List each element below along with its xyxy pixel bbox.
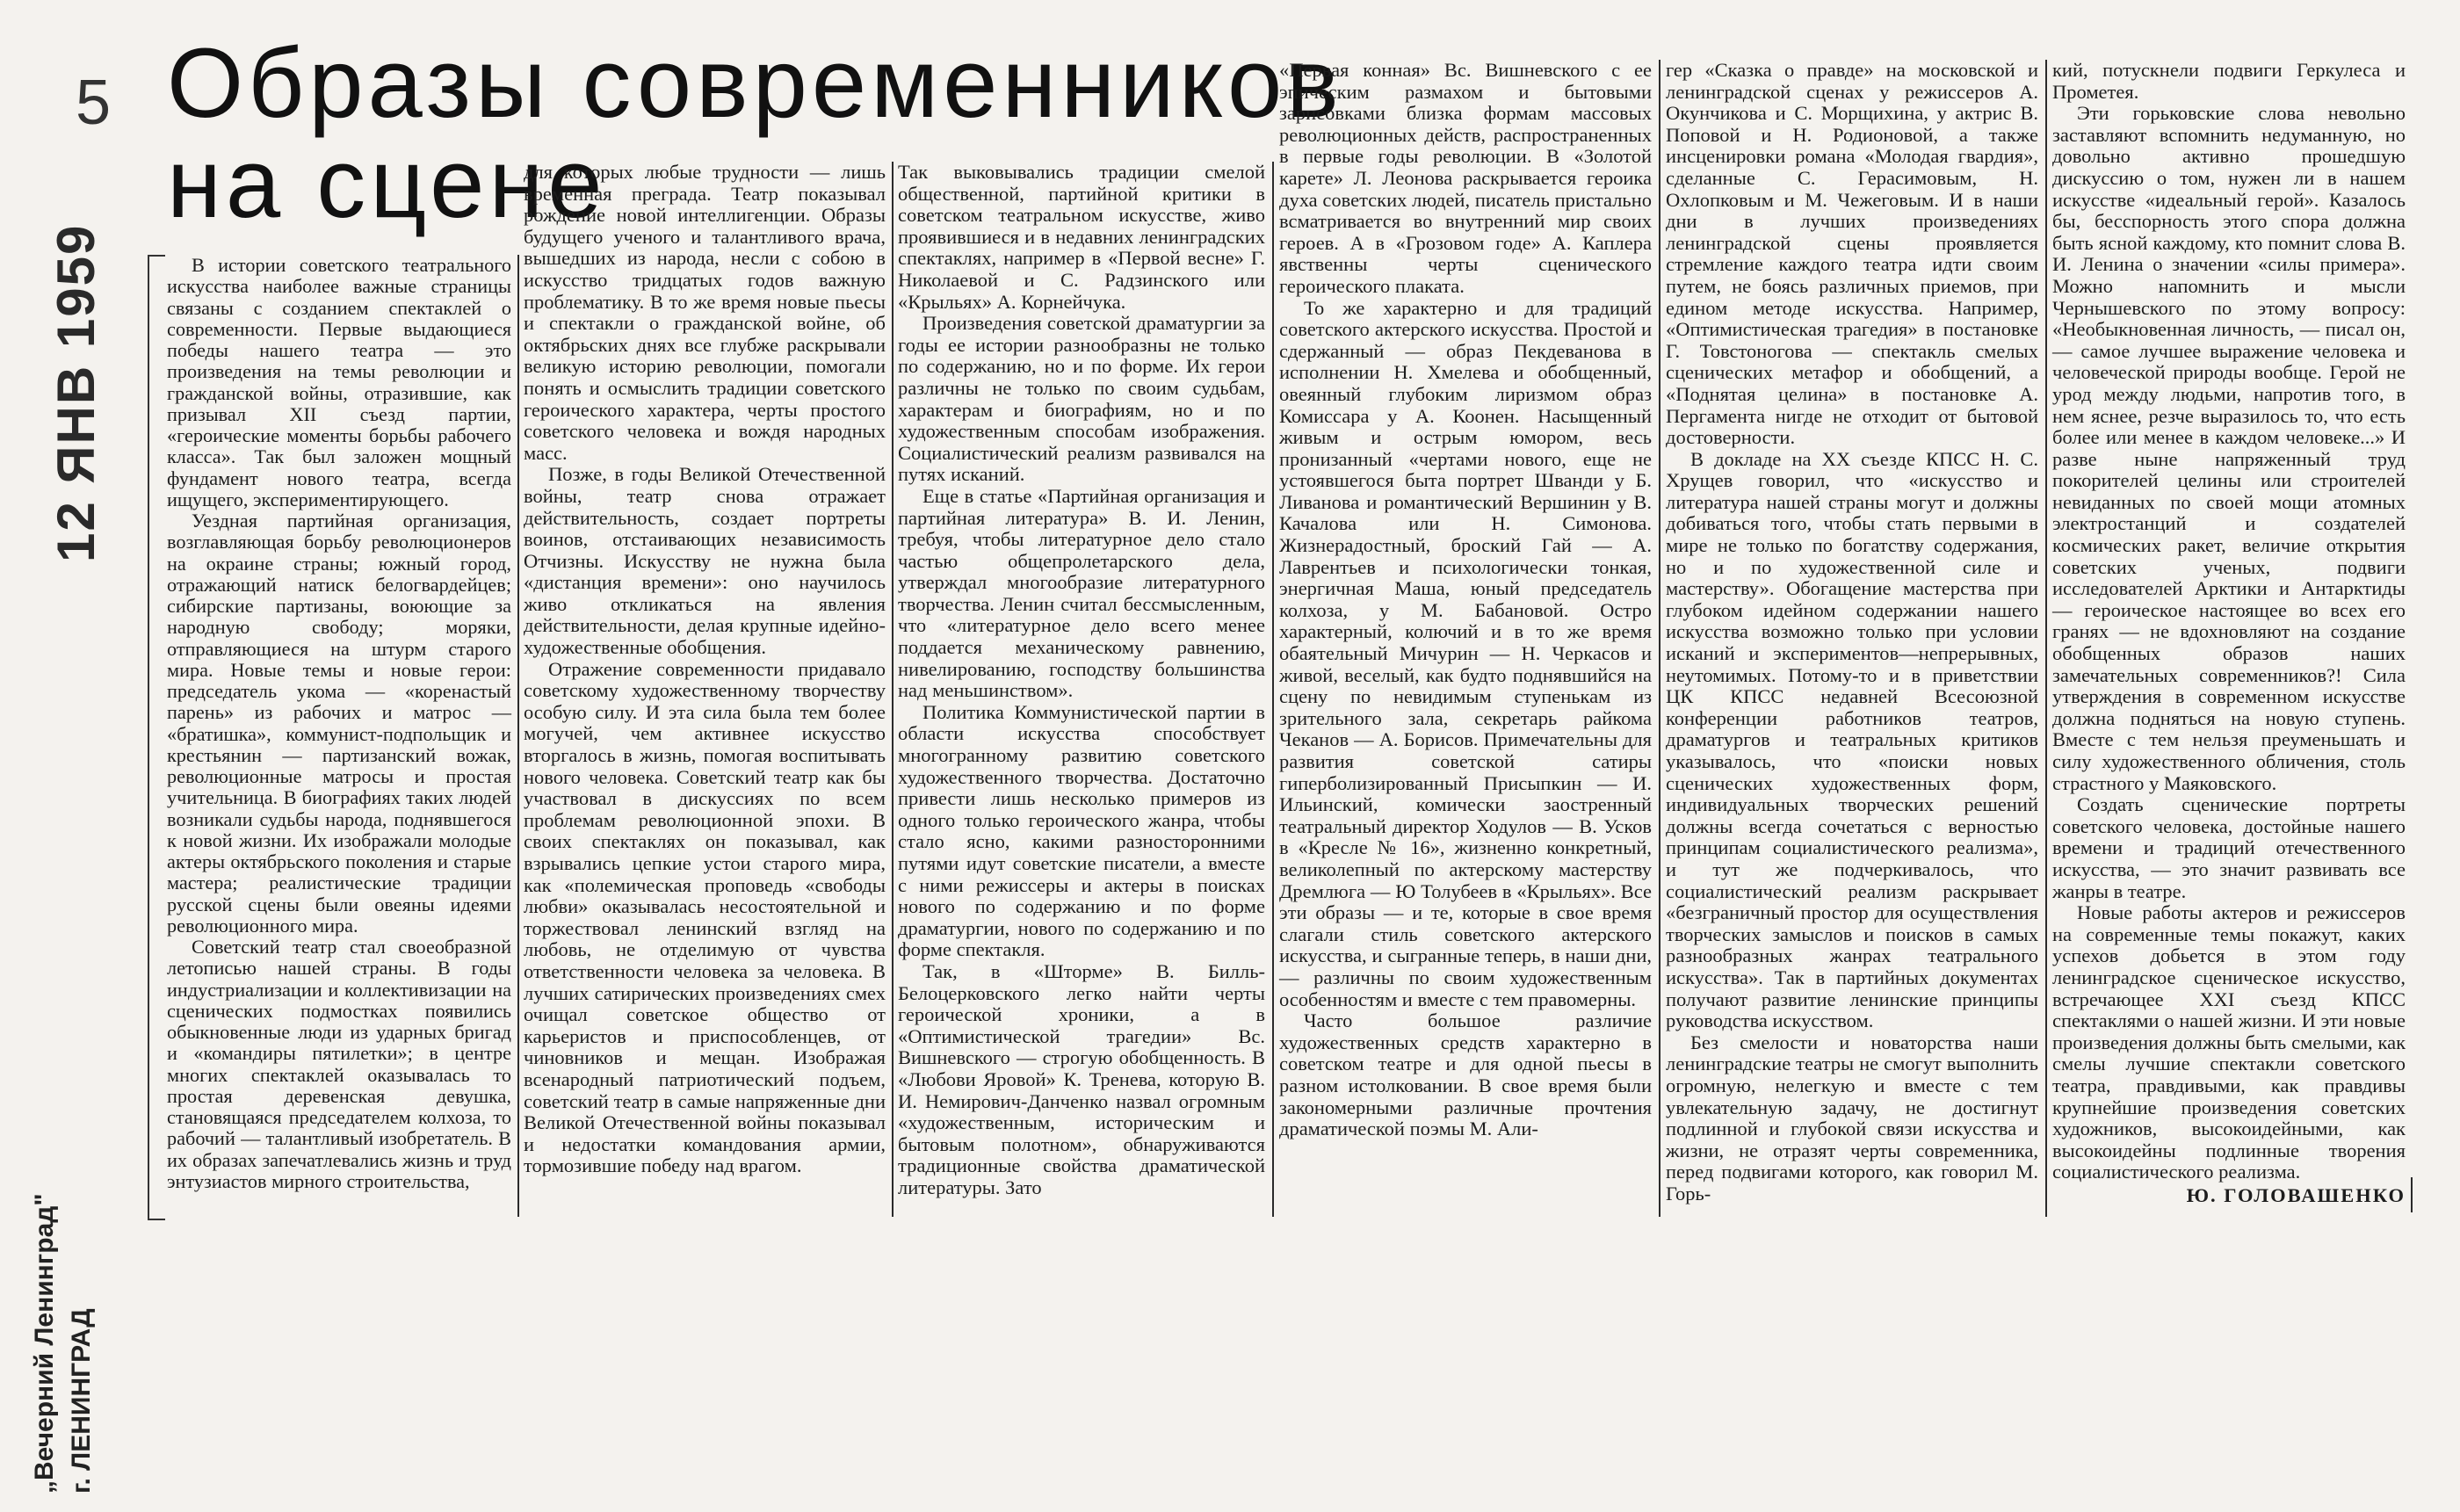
column-3-paragraph: Еще в статье «Партийная организация и партийная литература» В. И. Ленин, требуя, чтобы литературное дело стало частью общепролетарского дела, утверждал многообразие литературного творчества. Ленин считал бессмысленным, что «литературное дело всего менее поддается механическому равнению, нивелированию, господству большинства над меньшинством». xyxy=(898,484,1265,702)
source-stamp xyxy=(26,1193,100,1494)
author-signature: Ю. ГОЛОВАШЕНКО xyxy=(2186,1183,2406,1206)
column-6-paragraph: Новые работы актеров и режиссеров на современные темы покажут, каких успехов добьется в этом году ленинградское сценическое искусство, встречающее XXI съезд КПСС спектаклями о нашей жизни. И эти новые произведения должны быть смелыми, как смелы лучшие спектакли советского театра, правдивыми, как правдивы крупнейшие произведения советских художников, высокоидейными, как высокоидейны подлинные творения социалистического реализма. xyxy=(2052,901,2406,1183)
article-column-3 xyxy=(898,162,1265,1221)
column-2-paragraph: Позже, в годы Великой Отечественной войны, театр снова отражает действительность, создает портреты воинов, отстаивающих независимость Отчизны. Искусству не нужна была «дистанция времени»: оно научилось живо откликаться на явления действительности, делая крупные идейно-художественные обобщения. xyxy=(524,463,886,659)
column-3-paragraph: Так выковывались традиции смелой общественной, партийной критики в советском театральном искусстве, живо проявившиеся и в недавних ленинградских спектаклях, например в «Первой весне» Г. Николаевой и С. Радзинского или «Крыльях» А. Корнейчука. xyxy=(898,161,1265,313)
column-divider xyxy=(892,162,894,1217)
article-column-5 xyxy=(1666,60,2038,1221)
column-1-paragraph: Уездная партийная организация, возглавляющая борьбу революционеров на окраине страны; южный город, отражающий натиск белогвардейцев; сибирские партизаны, воюющие за народную свободу; моряки, отправляющиеся на штурм старого мира. Новые темы и новые герои: председатель укома — «коренастый парень» из рабочих и матрос — «братишка», коммунист-подпольщик и крестьянин — партизанский вожак, революционные матросы и простая учительница. В биографиях таких людей возникали судьбы народа, поднявшегося к новой жизни. Их изображали молодые актеры октябрьского поколения и старые мастера; реалистические традиции русской сцены были овеяны идеями революционного мира. xyxy=(167,510,511,937)
column-4-paragraph: То же характерно и для традиций советского актерского искусства. Простой и сдержанный — образ Пекдеванова в исполнении Н. Хмелева и обобщенный, овеянный глубоким лиризмом образ Комиссара у А. Коонен. Насыщенный живым и острым юмором, весь пронизанный «чертами нового, еще не устоявшегося быта портрет Шванди у Б. Ливанова и романтический Вершинин у В. Качалова или Н. Симонова. Жизнерадостный, броский Гай — А. Лаврентьев и психологически тонкая, энергичная Маша, юный председатель колхоза, у М. Бабановой. Остро характерный, колючий и в то же время обаятельный Мичурин — Н. Черкасов и живой, веселый, как будто поднявшийся на сцену по невидимым ступенькам из зрительного зала, секретарь райкома Чеканов — А. Борисов. Примечательны для развития советской сатиры гиперболизированный Присыпкин — И. Ильинский, комически заостренный театральный директор Ходулов — В. Усков в «Кресле № 16», жизненно конкретный, великолепный по актерскому мастерству Дремлюга — Ю Толубеев в «Крыльях». Все эти образы — и те, которые в свое время слагали стиль советского актерского искусства, и сыгранные теперь, в наши дни, — различны по своим художественным особенностям и вместе с тем правомерны. xyxy=(1279,296,1652,1010)
column-divider xyxy=(2045,60,2047,1217)
column-1-paragraph: В истории советского театрального искусства наиболее важные страницы связаны с созданием спектаклей о современности. Первые выдающиеся победы нашего театра — это произведения на темы революции и гражданской войны, отразившие, как призывал XII съезд партии, «героические моменты борьбы рабочего класса». Так был заложен мощный фундамент нового театра, всегда ищущего, экспериментирующего. xyxy=(167,254,511,510)
column-6-paragraph: кий, потускнели подвиги Геркулеса и Прометея. xyxy=(2052,59,2406,103)
column-4-paragraph: Часто большое различие художественных средств характерно в советском театре и для одной пьесы в разном истолковании. В свое время были закономерными различные прочтения драматической поэмы М. Али- xyxy=(1279,1009,1652,1140)
closing-rule xyxy=(2411,1177,2413,1212)
date-stamp: 12 ЯНВ 1959 xyxy=(47,223,105,562)
column-5-paragraph: гер «Сказка о правде» на московской и ленинградской сценах у режиссеров А. Окунчикова и С. Морщихина, у актрис В. Поповой и Н. Родионовой, а также инсценировки романа «Молодая гвардия», сделанные С. Герасимовым, Н. Охлопковым и М. Чежеговым. И в наши дни в лучших произведениях ленинградской сцены проявляется стремление каждого театра идти своим путем, не боясь различных приемов, при едином методе искусства. Например, «Оптимистическая трагедия» в постановке Г. Товстоногова — спектакль смелых сценических метафор и обобщений, а «Поднятая целина» в постановке А. Пергамента нигде не отходит от бытовой достоверности. xyxy=(1666,59,2038,449)
headline-line-2: на сцене xyxy=(167,128,607,238)
column-5-paragraph: В докладе на XX съезде КПСС Н. С. Хрущев говорил, что «искусство и литература нашей страны могут и должны добиваться того, чтобы стать первыми в мире не только по богатству содержания, но и по художественной силе и мастерству». Обогащение мастерства при глубоком идейном содержании нашего искусства возможно только при условии исканий и экспериментов—непрерывных, неутомимых. Потому-то и в приветствии ЦК КПСС недавней Всесоюзной конференции работников театров, драматургов и театральных критиков указывалось, что «поиски новых сценических художественных форм, индивидуальных творческих решений должны всегда сочетаться с верностью принципам социалистического реализма», и тут же подчеркивалось, что социалистический реализм раскрывает «безграничный простор для осуществления творческих замыслов и поисков в самых разнообразных жанрах театрального искусства». Так в партийных документах получают развитие ленинские принципы руководства искусством. xyxy=(1666,447,2038,1032)
source-stamp-city: г. ЛЕНИНГРАД xyxy=(67,1308,96,1494)
article-column-1 xyxy=(167,255,511,1221)
article-column-4 xyxy=(1279,60,1652,1221)
column-divider xyxy=(1659,60,1660,1217)
margin-bracket xyxy=(148,255,165,1220)
column-4-paragraph: «Первая конная» Вс. Вишневского с ее эпическим размахом и бытовыми зарисовками близка формам массовых революционных действ, распространенных в первые годы революции. В «Золотой карете» Л. Леонова раскрывается героика духа советских людей, писатель пристально всматривается во внутренний мир своих героев. А в «Грозовом годе» А. Каплера явственны черты сценического героического плаката. xyxy=(1279,59,1652,297)
column-3-paragraph: Политика Коммунистической партии в области искусства способствует многогранному развитию советского художественного творчества. Достаточно привести лишь несколько примеров из одного только героического жанра, чтобы стало ясно, какими разносторонними путями идут советские писатели, а вместе с ними режиссеры и актеры в поисках нового по содержанию и по форме драматургии, нового по содержанию и по форме спектакля. xyxy=(898,700,1265,961)
column-3-paragraph: Так, в «Шторме» В. Билль-Белоцерковского легко найти черты героической хроники, а в «Оптимистической трагедии» Вс. Вишневского — строгую обобщенность. В «Любови Яровой» К. Тренева, которую В. И. Немирович-Данченко назвал огромным «художественным, историческим и бытовым полотном», обнаруживаются традиционные свойства драматической литературы. Зато xyxy=(898,959,1265,1198)
column-6-paragraph: Создать сценические портреты советского человека, достойные нашего времени и традиций отечественного искусства, — это значит развивать все жанры в театре. xyxy=(2052,793,2406,902)
column-2-paragraph: Отражение современности придавало советскому художественному творчеству особую силу. И эта сила была тем более могучей, чем активнее искусство вторгалось в жизнь, помогая воспитывать нового человека. Советский театр как бы участвовал в дискуссиях по всем проблемам революционной эпохи. В своих спектаклях он показывал, как взрывались цепкие устои старого мира, как «полемическая проповедь «свободы любви» оказывалась несостоятельной и торжествовал ленинский взгляд на любовь, не отделимую от чувства ответственности человека за человека. В лучших сатирических произведениях смех очищал советское общество от карьеристов и приспособленцев, от чиновников и мещан. Изображая всенародный патриотический подъем, советский театр в самые напряженные дни Великой Отечественной войны показывал и недостатки командования армии, тормозившие победу над врагом. xyxy=(524,657,886,1177)
column-5-paragraph: Без смелости и новаторства наши ленинградские театры не смогут выполнить огромную, нелегкую и вместе с тем увлекательную задачу, не достигнут подлинной и глубокой связи искусства и жизни, не отразят черты современника, перед подвигами которого, как говорил М. Горь- xyxy=(1666,1031,2038,1205)
column-divider xyxy=(1272,162,1274,1217)
column-2-paragraph: для которых любые трудности — лишь временная преграда. Театр показывал рождение новой интеллигенции. Образы будущего ученого и талантливого врача, вышедших из народа, несли с собою в искусство тридцатых годов важную проблематику. В то же время новые пьесы и спектакли о гражданской войне, об октябрьских днях все глубже раскрывали великую историю революции, помогали понять и осмыслить традиции советского героического характера, черты простого советского человека и вождя народных масс. xyxy=(524,161,886,464)
column-6-paragraph: Эти горьковские слова невольно заставляют вспомнить недуманную, но довольно активно прошедшую дискуссию о том, нужен ли в нашем искусстве «идеальный герой». Казалось бы, бесспорность этого спора должна быть ясной каждому, кто помнит слова В. И. Ленина о значении «силы примера». Можно напомнить и мысли Чернышевского по этому вопросу: «Необыкновенная личность, — писал он, — самое лучшее выражение человека и человеческой природы вообще. Герой не урод между людьми, напротив того, в нем яснее, резче выразилось то, что есть более или менее в каждом человеке...» И разве ныне напряженный труд покорителей целины или строителей невиданных по своей мощи атомных электростанций и создателей космических ракет, величие открытия советских ученых, подвиги исследователей Арктики и Антарктиды — героическое настоящее во всех его гранях — не вдохновляют на создание обобщенных образов наших замечательных современников?! Сила утверждения в современном искусстве должна подняться на новую ступень. Вместе с тем нельзя преуменьшать и силу художественного обличения, столь страстного у Маяковского. xyxy=(2052,102,2406,794)
column-3-paragraph: Произведения советской драматургии за годы ее истории разнообразны не только по содержанию, но и по форме. Их герои различны не только по своим судьбам, характерам и биографиям, но и по художественным способам изображения. Социалистический реализм развивался на путях исканий. xyxy=(898,312,1265,486)
column-1-paragraph: Советский театр стал своеобразной летописью нашей страны. В годы индустриализации и коллективизации на сценических подмостках появились обыкновенные люди из ударных бригад и «командиры пятилетки»; в центре многих спектаклей оказывалась то простая деревенская девушка, становящаяся председателем колхоза, то рабочий — талантливый изобретатель. В их образах запечатлевались жизнь и труд энтузиастов мирного строительства, xyxy=(167,936,511,1192)
source-stamp-newspaper: „Вечерний Ленинград" xyxy=(30,1193,59,1494)
article-column-6 xyxy=(2052,60,2406,1221)
headline-line-1: Образы современников xyxy=(167,28,1343,138)
column-divider xyxy=(517,255,519,1217)
article-column-2 xyxy=(524,162,886,1221)
handwritten-margin-mark: 5 xyxy=(76,68,112,138)
